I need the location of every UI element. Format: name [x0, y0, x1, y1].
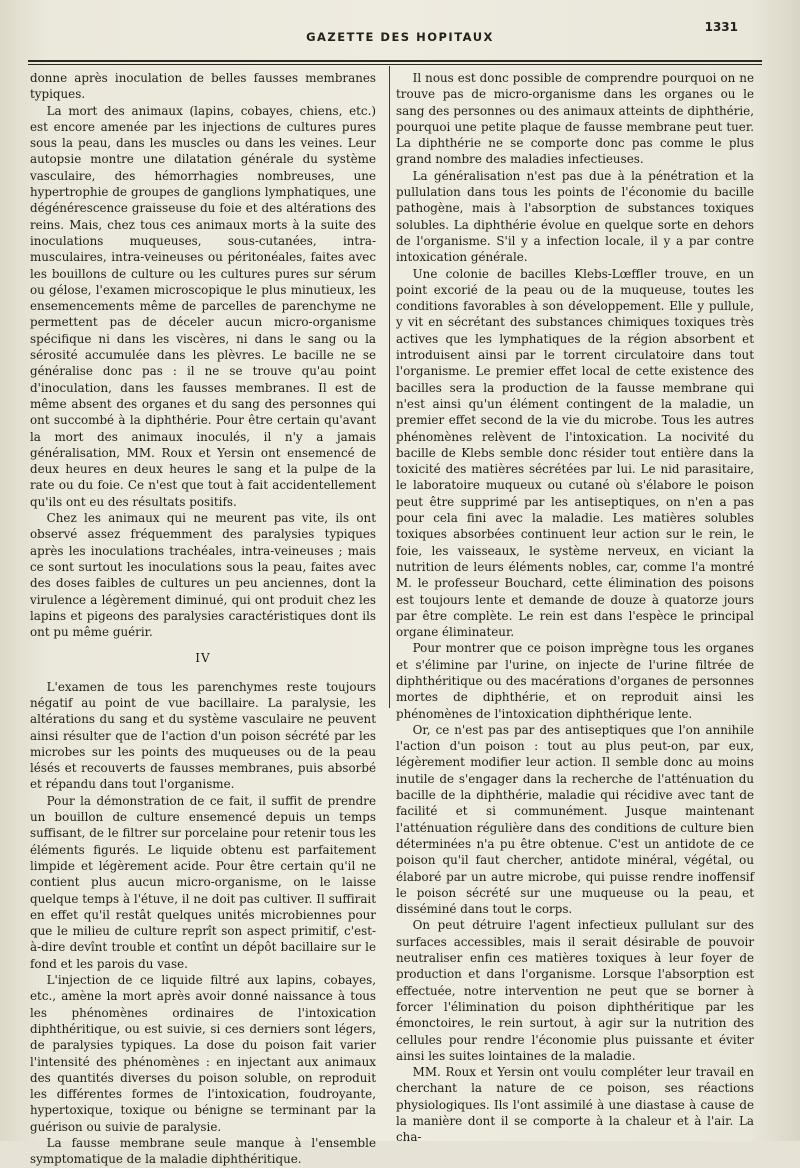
paragraph: L'injection de ce liquide filtré aux lapins, cobayes, etc., amène la mort après avoir donné naissance à tous les phénomènes ordinaires de l'intoxication diphthéritique, ou est suivie, si ces derniers sont légers, de paralysies typiques. La dose du poison fait varier l'intensité des phénomènes : en injectant aux animaux des quantités diverses du poison soluble, on reproduit les différentes formes de l'intoxication, foudroyante, hypertoxique, toxique ou bénigne se terminant par la guérison ou suivie de paralysie.: [30, 973, 376, 1134]
paragraph: La mort des animaux (lapins, cobayes, chiens, etc.) est encore amenée par les injections de cultures pures sous la peau, dans les muscles ou dans les veines. Leur autopsie montre une dilatation générale du système vasculaire, des hémorrhagies nombreuses, une hypertrophie de groupes de ganglions lymphatiques, une dégénérescence graisseuse du foie et des altérations des reins. Mais, chez tous ces animaux morts à la suite des inoculations muqueuses, sous-cutanées, intra-musculaires, intra-veineuses ou péritonéales, faites avec les bouillons de culture ou les cultures pures sur sérum ou gélose, l'examen microscopique le plus minutieux, les ensemencements même de parcelles de parenchyme ne permettent pas de déceler aucun micro-organisme spécifique ni dans les viscères, ni dans le sang ou la sérosité accumulée dans les plèvres. Le bacille ne se généralise donc pas : il ne se trouve qu'au point d'inoculation, dans les fausses membranes. Il est de même absent des organes et du sang des personnes qui ont succombé à la diphthérie. Pour être certain qu'avant la mort des animaux inoculés, il n'y a jamais généralisation, MM. Roux et Yersin ont ensemencé de deux heures en deux heures le sang et la pulpe de la rate ou du foie. Ce n'est que tout à fait accidentellement qu'ils ont eu des résultats positifs.: [30, 103, 376, 509]
header-rule-thin: [28, 64, 762, 65]
paragraph: Une colonie de bacilles Klebs-Lœffler trouve, en un point excorié de la peau ou de la muqueuse, toutes les conditions favorables à son développement. Elle y pullule, y vit en sécrétant des substances chimiques toxiques très actives que les lymphatiques de la région absorbent et introduisent ainsi par le torrent circulatoire dans tout l'organisme. Le premier effet local de cette existence des bacilles sera la production de la fausse membrane qui n'est ainsi qu'un élément contingent de la maladie, un premier effet second de la vie du microbe. Tous les autres phénomènes relèvent de l'intoxication. La nocivité du bacille de Klebs semble donc résider tout entière dans la toxicité des matières sécrétées par lui. Le nid parasitaire, le laboratoire muqueux ou cutané où s'élabore le poison peut être supprimé par les antiseptiques, on n'en a pas pour cela fini avec la maladie. Les matières solubles toxiques absorbées continuent leur action sur le rein, le foie, les vaisseaux, le système nerveux, en viciant la nutrition de leurs éléments nobles, car, comme l'a montré M. le professeur Bouchard, cette élimination des poisons est toujours lente et demande de douze à quatorze jours par être complète. Le rein est dans l'espèce le principal organe éliminateur.: [396, 266, 754, 640]
paragraph: donne après inoculation de belles fausses membranes typiques.: [30, 71, 376, 102]
paragraph: Pour montrer que ce poison imprègne tous les organes et s'élimine par l'urine, on injecte de l'urine filtrée de diphthéritique ou des macérations d'organes de personnes mortes de diphthérie, et on reproduit ainsi les phénomènes de l'intoxication diphthérique lente.: [396, 641, 754, 721]
paragraph: La fausse membrane seule manque à l'ensemble symptomatique de la maladie diphthéritique.: [30, 1136, 376, 1167]
section-heading: IV: [195, 651, 211, 666]
paragraph: Chez les animaux qui ne meurent pas vite, ils ont observé assez fréquemment des paralysies typiques après les inoculations trachéales, intra-veineuses ; mais ce sont surtout les inoculations sous la peau, faites avec des doses faibles de cultures un peu anciennes, dont la virulence a légèrement diminué, qui ont produit chez les lapins et pigeons des paralysies caractéristiques dont ils ont pu même guérir.: [30, 511, 376, 640]
left-column: [30, 70, 376, 1168]
paragraph: L'examen de tous les parenchymes reste toujours négatif au point de vue bacillaire. La paralysie, les altérations du sang et du système vasculaire ne peuvent ainsi résulter que de l'action d'un poison sécrété par les microbes sur les points des muqueuses ou de la peau lésés et recouverts de fausses membranes, puis absorbé et répandu dans tout l'organisme.: [30, 679, 376, 792]
header-rule-thick: [28, 60, 762, 62]
paragraph: MM. Roux et Yersin ont voulu compléter leur travail en cherchant la nature de ce poison, ses réactions physiologiques. Ils l'ont assimilé à une diastase à cause de la manière dont il se comporte à la chaleur et à l'air. La cha-: [396, 1065, 754, 1145]
paragraph: On peut détruire l'agent infectieux pullulant sur des surfaces accessibles, mais il serait désirable de pouvoir neutraliser enfin ces matières toxiques à leur foyer de production et dans l'organisme. Lorsque l'absorption est effectuée, notre intervention ne peut que se borner à forcer l'élimination du poison diphthéritique par les émonctoires, le rein surtout, à agir sur la nutrition des cellules pour rendre l'économie plus puissante et éviter ainsi les suites lointaines de la maladie.: [396, 918, 754, 1063]
paragraph: Pour la démonstration de ce fait, il suffit de prendre un bouillon de culture ensemencé depuis un temps suffisant, de le filtrer sur porcelaine pour retenir tous les éléments figurés. Le liquide obtenu est parfaitement limpide et légèrement acide. Pour être certain qu'il ne contient plus aucun micro-organisme, on le laisse quelque temps à l'étuve, il ne doit pas cultiver. Il suffirait en effet qu'il restât quelques unités microbiennes pour que le milieu de culture reprît son aspect primitif, c'est-à-dire devînt trouble et contînt un dépôt bacillaire sur le fond et les parois du vase.: [30, 793, 376, 971]
right-column: [396, 70, 754, 1146]
paragraph: La généralisation n'est pas due à la pénétration et la pullulation dans tous les points de l'économie du bacille pathogène, mais à l'absorption de substances toxiques solubles. La diphthérie évolue en quelque sorte en dehors de l'organisme. S'il y a infection locale, il y a par contre intoxication générale.: [396, 168, 754, 265]
paragraph: Il nous est donc possible de comprendre pourquoi on ne trouve pas de micro-organisme dans les organes ou le sang des personnes ou des animaux atteints de diphthérie, pourquoi une petite plaque de fausse membrane peut tuer. La diphthérie ne se comporte donc pas comme le plus grand nombre des maladies infectieuses.: [396, 71, 754, 167]
paragraph: Or, ce n'est pas par des antiseptiques que l'on annihile l'action d'un poison : tout au plus peut-on, par eux, légèrement modifier leur action. Il semble donc au moins inutile de s'engager dans la recherche de l'atténuation du bacille de la diphthérie, maladie qui récidive avec tant de facilité et si communément. Jusque maintenant l'atténuation régulière dans des conditions de culture bien déterminées n'a pu être obtenue. C'est un antidote de ce poison qu'il faut chercher, antidote minéral, végétal, ou élaboré par un autre microbe, qui puisse rendre inoffensif le poison sécrété sur une muqueuse ou la peau, et disséminé dans tout le corps.: [396, 722, 754, 917]
column-divider: [389, 66, 390, 708]
page-number: 1331: [704, 20, 738, 34]
running-header-title: GAZETTE DES HOPITAUX: [306, 30, 494, 44]
